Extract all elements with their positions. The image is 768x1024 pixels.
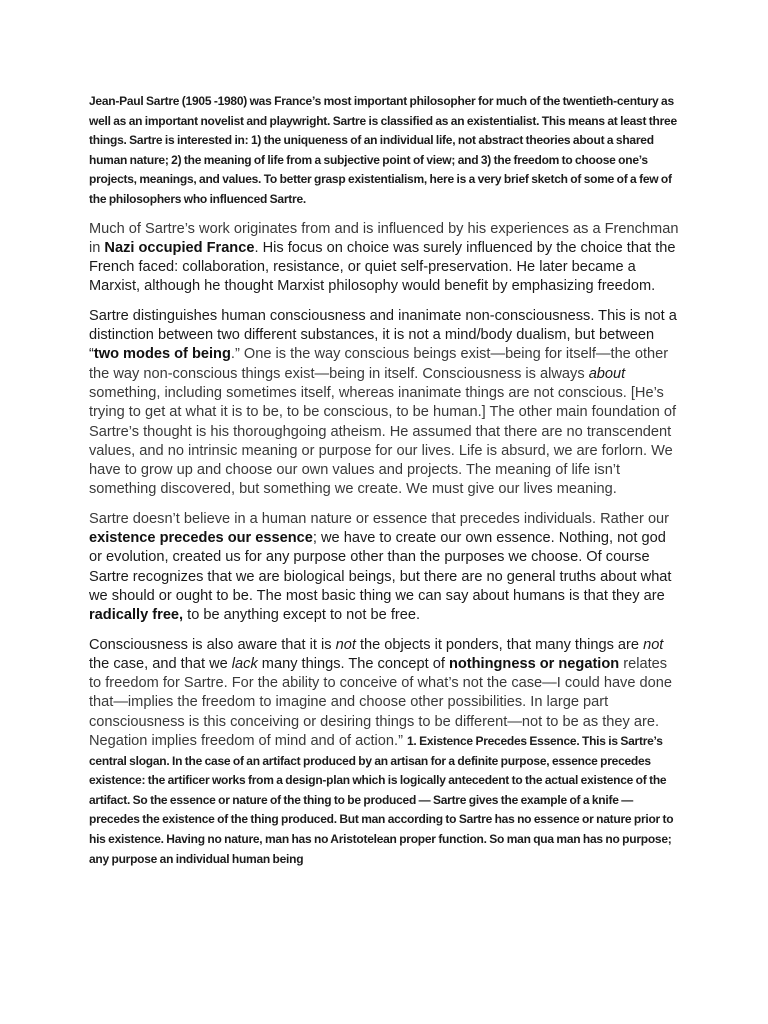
paragraph-modes-of-being [89, 307, 679, 500]
paragraph-nazi-france [89, 220, 679, 297]
text-span: Consciousness is also aware that it is [89, 636, 336, 653]
italic-not: not [643, 636, 664, 653]
text-span: the objects it ponders, that many things are [355, 636, 644, 653]
italic-lack: lack [231, 655, 258, 672]
emphasis-two-modes-of-being: two modes of being [93, 346, 231, 363]
emphasis-nazi-occupied-france: Nazi occupied France [104, 239, 255, 256]
text-span: Sartre doesn’t believe in a human nature or essence that precedes individuals. Rather our [89, 510, 670, 527]
text-span: to be anything except to not be free. [183, 607, 421, 624]
emphasis-radically-free: radically free, [89, 607, 184, 624]
text-span: the case, and that we [89, 655, 232, 672]
text-span: many things. The concept of [257, 655, 449, 672]
text-span: relates to freedom for Sartre. For the ability to conceive of what’s not the case—I could have done that—implies the freedom to imagine and choose other possibilities. In large part consciousness is this conceiving or desiring things to be different—not to be as they are. Negation implies freedom of mind and of action.” [89, 655, 672, 749]
italic-not: not [335, 636, 356, 653]
document-page [89, 92, 679, 879]
text-span: ; we have to create our own essence. Nothing, not god or evolution, created us for any purpose other than the purposes we choose. Of course Sartre recognizes that we are biological beings, but there are no general truths about what we should or ought to be. The most basic thing we can say about humans is that they are [89, 530, 672, 604]
text-span: Much of Sartre’s work originates from and is influenced by his experiences as a Frenchman in [89, 220, 679, 256]
text-span: . His focus on choice was surely influenced by the choice that the French faced: collaboration, resistance, or quiet self-preservation. He later became a Marxist, although he thought Marxist philosophy would benefit by emphasizing freedom. [89, 239, 676, 295]
paragraph-nothingness [89, 636, 679, 870]
text-span: .” One is the way conscious beings exist—being for itself—the other the way non-conscious things exist—being in itself. Consciousness is always [89, 346, 669, 382]
intro-paragraph: Jean-Paul Sartre (1905 -1980) was France’s most important philosopher for much of the twentieth-century as well as an important novelist and playwright. Sartre is classified as an existentialist. This means at least three things. Sartre is interested in: 1) the uniqueness of an individual life, not abstract theories about a shared human nature; 2) the meaning of life from a subjective point of view; and 3) the freedom to choose one’s projects, meanings, and values. To better grasp existentialism, here is a very brief sketch of some of a few of the philosophers who influenced Sartre. [89, 94, 677, 206]
existence-precedes-essence-section: 1. Existence Precedes Essence. This is Sartre’s central slogan. In the case of an artifact produced by an artisan for a definite purpose, essence precedes existence: the artificer works from a design-plan which is logically antecedent to the actual existence of the artifact. So the essence or nature of the thing to be produced — Sartre gives the example of a knife — precedes the existence of the thing produced. But man according to Sartre has no essence or nature prior to his existence. Having no nature, man has no Aristotelean proper function. So man qua man has no purpose; any purpose an individual human being [89, 733, 674, 866]
emphasis-existence-precedes-essence: existence precedes our essence [89, 530, 313, 547]
emphasis-nothingness-or-negation: nothingness or negation [448, 655, 620, 672]
italic-about: about [588, 365, 626, 382]
text-span: something, including sometimes itself, whereas inanimate things are not conscious. [He’s trying to get at what it is to be, to be conscious, to be human.] The other main foundation of Sartre’s thought is his thoroughgoing atheism. He assumed that there are no transcendent values, and no intrinsic meaning or purpose for our lives. Life is absurd, we are forlorn. We have to grow up and choose our own values and projects. The meaning of life isn’t something discovered, but something we create. We must give our lives meaning. [89, 384, 677, 498]
text-span: Sartre distinguishes human consciousness and inanimate non-consciousness. This is not a distinction between two different substances, it is not a mind/body dualism, but between “ [89, 307, 677, 363]
paragraph-existence-precedes-essence [89, 510, 679, 626]
